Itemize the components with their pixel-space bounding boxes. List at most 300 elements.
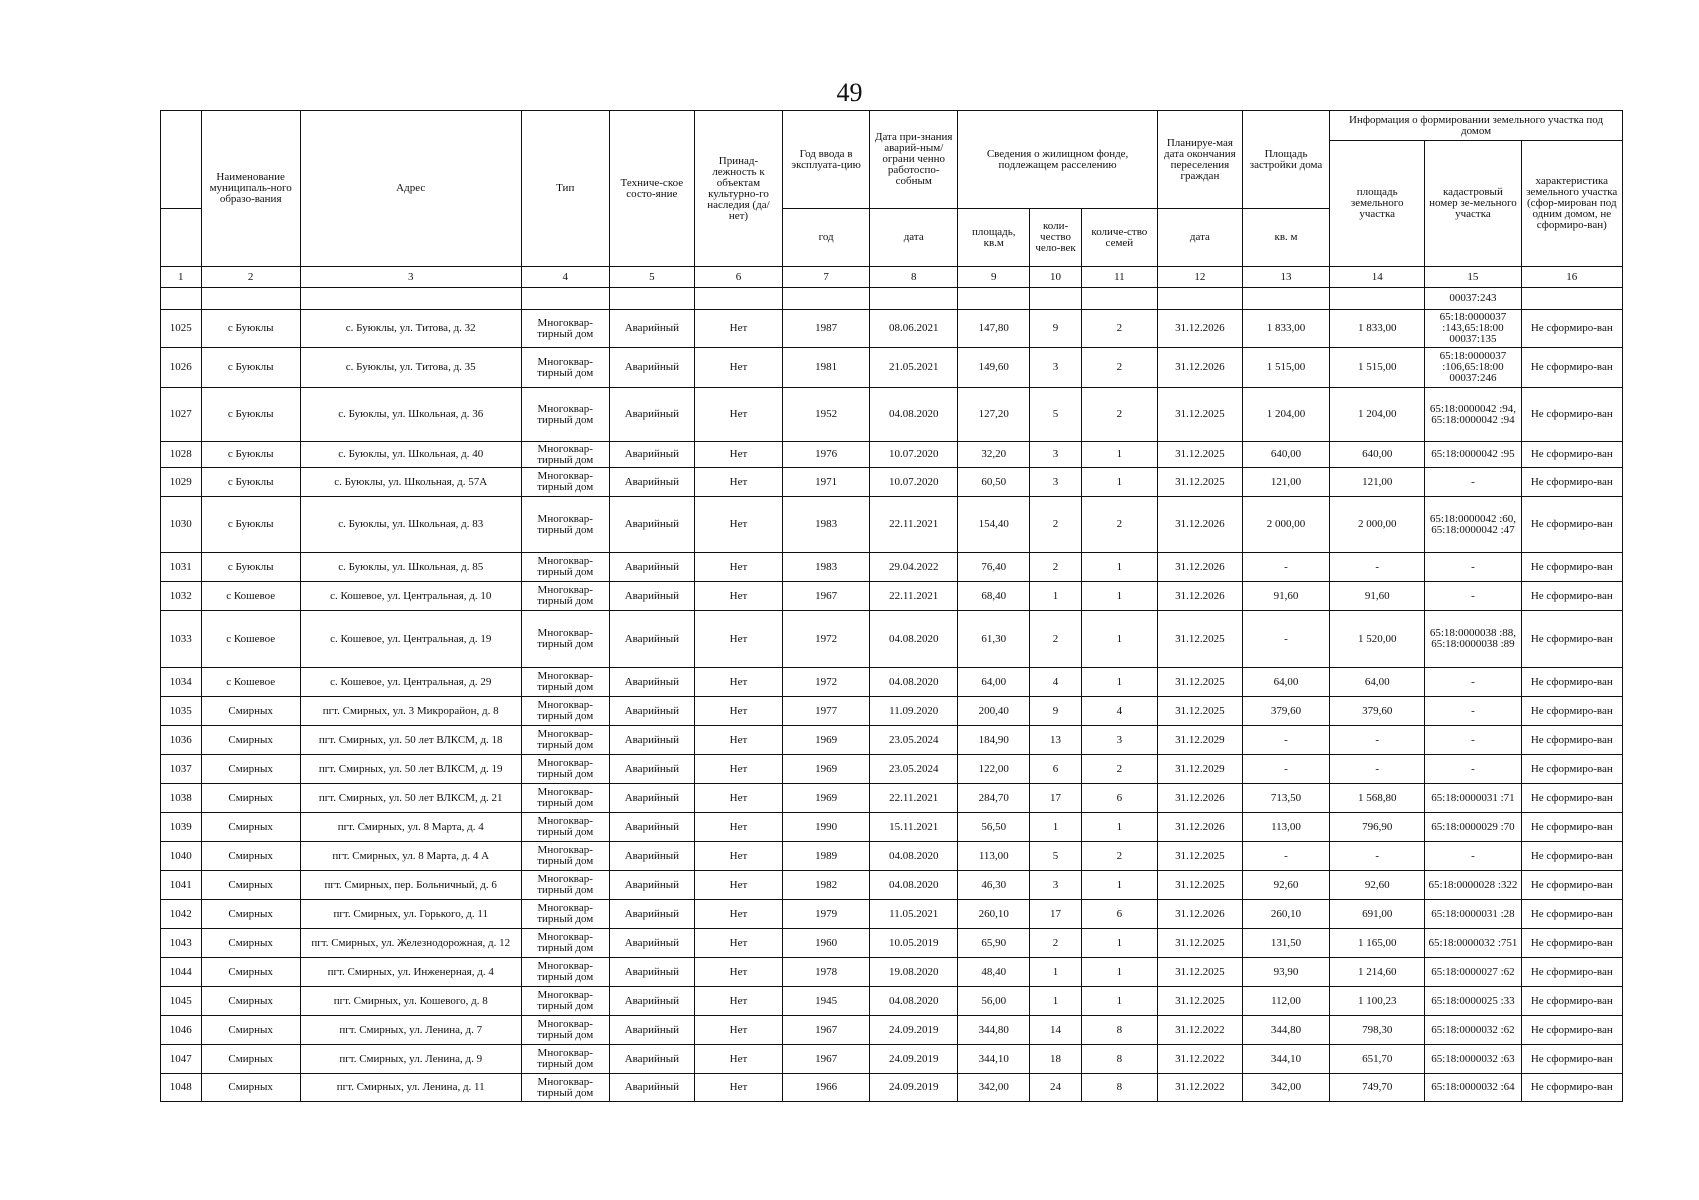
- land-area-cell: 1 568,80: [1330, 784, 1425, 813]
- condition-cell: Аварийный: [609, 1045, 694, 1074]
- recognition-date-cell: 04.08.2020: [870, 871, 958, 900]
- families-cell: 1: [1081, 813, 1157, 842]
- area-cell: 32,20: [958, 442, 1030, 468]
- year-cell: 1960: [783, 929, 870, 958]
- condition-cell: Аварийный: [609, 611, 694, 668]
- table-row: [161, 497, 1623, 553]
- row-number: 1041: [161, 871, 202, 900]
- type-cell: Многоквар-тирный дом: [521, 726, 609, 755]
- heritage-cell: Нет: [694, 310, 782, 348]
- address-cell: пгт. Смирных, пер. Больничный, д. 6: [300, 871, 521, 900]
- built-area-cell: 713,50: [1242, 784, 1329, 813]
- row-number: 1029: [161, 468, 202, 497]
- cadastral-cell: 65:18:0000037 :143,65:18:00 00037:135: [1425, 310, 1521, 348]
- land-area-cell: 1 833,00: [1330, 310, 1425, 348]
- heritage-cell: Нет: [694, 929, 782, 958]
- recognition-date-cell: 24.09.2019: [870, 1074, 958, 1102]
- land-characteristic-cell: Не сформиро-ван: [1521, 929, 1622, 958]
- cadastral-cell: 65:18:0000042 :94, 65:18:0000042 :94: [1425, 388, 1521, 442]
- type-cell: Многоквар-тирный дом: [521, 1016, 609, 1045]
- address-cell: пгт. Смирных, ул. Горького, д. 11: [300, 900, 521, 929]
- plan-date-cell: 31.12.2026: [1157, 582, 1242, 611]
- heritage-cell: Нет: [694, 553, 782, 582]
- col-head-condition: Техниче-ское состо-яние: [609, 111, 694, 267]
- cadastral-cell: 65:18:0000025 :33: [1425, 987, 1521, 1016]
- plan-date-cell: 31.12.2025: [1157, 842, 1242, 871]
- land-area-cell: -: [1330, 755, 1425, 784]
- row-number: 1045: [161, 987, 202, 1016]
- municipality-cell: с Буюклы: [201, 388, 300, 442]
- address-cell: с. Кошевое, ул. Центральная, д. 19: [300, 611, 521, 668]
- land-characteristic-cell: Не сформиро-ван: [1521, 310, 1622, 348]
- table-row: [161, 813, 1623, 842]
- address-cell: пгт. Смирных, ул. Кошевого, д. 8: [300, 987, 521, 1016]
- table-row: [161, 468, 1623, 497]
- cadastral-cell: 65:18:0000028 :322: [1425, 871, 1521, 900]
- families-cell: 1: [1081, 468, 1157, 497]
- heritage-cell: Нет: [694, 958, 782, 987]
- table-row: [161, 871, 1623, 900]
- recognition-date-cell: 04.08.2020: [870, 842, 958, 871]
- address-cell: пгт. Смирных, ул. Железнодорожная, д. 12: [300, 929, 521, 958]
- year-cell: 1978: [783, 958, 870, 987]
- recognition-date-cell: 10.07.2020: [870, 442, 958, 468]
- type-cell: Многоквар-тирный дом: [521, 784, 609, 813]
- row-number: 1025: [161, 310, 202, 348]
- land-characteristic-cell: Не сформиро-ван: [1521, 553, 1622, 582]
- land-area-cell: 121,00: [1330, 468, 1425, 497]
- plan-date-cell: 31.12.2025: [1157, 871, 1242, 900]
- column-number: 4: [521, 267, 609, 288]
- address-cell: с. Буюклы, ул. Школьная, д. 57А: [300, 468, 521, 497]
- cadastral-cell: 65:18:0000032 :63: [1425, 1045, 1521, 1074]
- land-area-cell: 91,60: [1330, 582, 1425, 611]
- area-cell: 46,30: [958, 871, 1030, 900]
- land-characteristic-cell: Не сформиро-ван: [1521, 668, 1622, 697]
- year-cell: 1972: [783, 668, 870, 697]
- people-cell: 24: [1030, 1074, 1082, 1102]
- families-cell: 1: [1081, 871, 1157, 900]
- plan-date-cell: 31.12.2025: [1157, 668, 1242, 697]
- municipality-cell: с Буюклы: [201, 497, 300, 553]
- year-cell: 1966: [783, 1074, 870, 1102]
- area-cell: 48,40: [958, 958, 1030, 987]
- people-cell: 1: [1030, 987, 1082, 1016]
- year-cell: 1983: [783, 497, 870, 553]
- recognition-date-cell: 19.08.2020: [870, 958, 958, 987]
- land-area-cell: 1 100,23: [1330, 987, 1425, 1016]
- municipality-cell: Смирных: [201, 842, 300, 871]
- municipality-cell: Смирных: [201, 900, 300, 929]
- table-row: [161, 1016, 1623, 1045]
- type-cell: Многоквар-тирный дом: [521, 871, 609, 900]
- families-cell: 2: [1081, 497, 1157, 553]
- year-cell: 1969: [783, 726, 870, 755]
- year-cell: 1982: [783, 871, 870, 900]
- row-number: 1047: [161, 1045, 202, 1074]
- plan-date-cell: 31.12.2026: [1157, 900, 1242, 929]
- people-cell: 4: [1030, 668, 1082, 697]
- condition-cell: Аварийный: [609, 553, 694, 582]
- land-characteristic-cell: Не сформиро-ван: [1521, 697, 1622, 726]
- people-cell: 1: [1030, 813, 1082, 842]
- built-area-cell: -: [1242, 611, 1329, 668]
- condition-cell: Аварийный: [609, 697, 694, 726]
- condition-cell: Аварийный: [609, 468, 694, 497]
- people-cell: 5: [1030, 842, 1082, 871]
- type-cell: Многоквар-тирный дом: [521, 310, 609, 348]
- recognition-date-cell: 10.05.2019: [870, 929, 958, 958]
- plan-date-cell: 31.12.2029: [1157, 726, 1242, 755]
- type-cell: Многоквар-тирный дом: [521, 755, 609, 784]
- area-cell: 60,50: [958, 468, 1030, 497]
- year-cell: 1967: [783, 1045, 870, 1074]
- row-number: 1038: [161, 784, 202, 813]
- heritage-cell: Нет: [694, 582, 782, 611]
- table-row: [161, 582, 1623, 611]
- unit-date: дата: [870, 209, 958, 267]
- heritage-cell: Нет: [694, 388, 782, 442]
- plan-date-cell: 31.12.2025: [1157, 929, 1242, 958]
- cadastral-cell: 65:18:0000029 :70: [1425, 813, 1521, 842]
- address-cell: пгт. Смирных, ул. 50 лет ВЛКСМ, д. 18: [300, 726, 521, 755]
- table-row: [161, 1045, 1623, 1074]
- condition-cell: Аварийный: [609, 582, 694, 611]
- col-head-recognition-date: Дата при-знания аварий-ным/ограни ченно работоспо-собным: [870, 111, 958, 209]
- built-area-cell: 379,60: [1242, 697, 1329, 726]
- people-cell: 3: [1030, 468, 1082, 497]
- col-head-land-area: площадь земельного участка: [1330, 141, 1425, 267]
- recognition-date-cell: 24.09.2019: [870, 1045, 958, 1074]
- year-cell: 1976: [783, 442, 870, 468]
- land-characteristic-cell: Не сформиро-ван: [1521, 784, 1622, 813]
- table-row: [161, 900, 1623, 929]
- land-characteristic-cell: Не сформиро-ван: [1521, 388, 1622, 442]
- municipality-cell: Смирных: [201, 958, 300, 987]
- row-number: 1026: [161, 348, 202, 388]
- column-number: 14: [1330, 267, 1425, 288]
- families-cell: 1: [1081, 929, 1157, 958]
- plan-date-cell: 31.12.2026: [1157, 310, 1242, 348]
- area-cell: 122,00: [958, 755, 1030, 784]
- built-area-cell: 1 204,00: [1242, 388, 1329, 442]
- condition-cell: Аварийный: [609, 1016, 694, 1045]
- families-cell: 8: [1081, 1074, 1157, 1102]
- cadastral-cell: 65:18:0000032 :751: [1425, 929, 1521, 958]
- families-cell: 4: [1081, 697, 1157, 726]
- cadastral-cell: 65:18:0000031 :28: [1425, 900, 1521, 929]
- year-cell: 1952: [783, 388, 870, 442]
- families-cell: 6: [1081, 784, 1157, 813]
- type-cell: Многоквар-тирный дом: [521, 611, 609, 668]
- built-area-cell: 344,10: [1242, 1045, 1329, 1074]
- condition-cell: Аварийный: [609, 958, 694, 987]
- col-head-address: Адрес: [300, 111, 521, 267]
- heritage-cell: Нет: [694, 348, 782, 388]
- people-cell: 1: [1030, 958, 1082, 987]
- address-cell: пгт. Смирных, ул. Ленина, д. 11: [300, 1074, 521, 1102]
- land-area-cell: 691,00: [1330, 900, 1425, 929]
- land-characteristic-cell: Не сформиро-ван: [1521, 1016, 1622, 1045]
- land-area-cell: 92,60: [1330, 871, 1425, 900]
- heritage-cell: Нет: [694, 468, 782, 497]
- people-cell: 6: [1030, 755, 1082, 784]
- type-cell: Многоквар-тирный дом: [521, 442, 609, 468]
- land-area-cell: 796,90: [1330, 813, 1425, 842]
- people-cell: 17: [1030, 900, 1082, 929]
- land-area-cell: 1 165,00: [1330, 929, 1425, 958]
- type-cell: Многоквар-тирный дом: [521, 900, 609, 929]
- carry-over-row: [161, 288, 1623, 310]
- condition-cell: Аварийный: [609, 442, 694, 468]
- recognition-date-cell: 22.11.2021: [870, 497, 958, 553]
- cadastral-cell: 65:18:0000032 :64: [1425, 1074, 1521, 1102]
- table-row: [161, 958, 1623, 987]
- land-characteristic-cell: Не сформиро-ван: [1521, 348, 1622, 388]
- condition-cell: Аварийный: [609, 784, 694, 813]
- built-area-cell: 260,10: [1242, 900, 1329, 929]
- area-cell: 113,00: [958, 842, 1030, 871]
- row-number: 1044: [161, 958, 202, 987]
- land-area-cell: 749,70: [1330, 1074, 1425, 1102]
- built-area-cell: 93,90: [1242, 958, 1329, 987]
- table-row: [161, 348, 1623, 388]
- address-cell: пгт. Смирных, ул. 50 лет ВЛКСМ, д. 21: [300, 784, 521, 813]
- plan-date-cell: 31.12.2022: [1157, 1045, 1242, 1074]
- recognition-date-cell: 21.05.2021: [870, 348, 958, 388]
- table-row: [161, 668, 1623, 697]
- year-cell: 1989: [783, 842, 870, 871]
- condition-cell: Аварийный: [609, 900, 694, 929]
- col-head-type: Тип: [521, 111, 609, 267]
- condition-cell: Аварийный: [609, 871, 694, 900]
- cadastral-cell: -: [1425, 582, 1521, 611]
- year-cell: 1990: [783, 813, 870, 842]
- heritage-cell: Нет: [694, 900, 782, 929]
- row-number: 1042: [161, 900, 202, 929]
- area-cell: 68,40: [958, 582, 1030, 611]
- cadastral-cell: -: [1425, 842, 1521, 871]
- year-cell: 1969: [783, 755, 870, 784]
- families-cell: 2: [1081, 388, 1157, 442]
- built-area-cell: 92,60: [1242, 871, 1329, 900]
- people-cell: 13: [1030, 726, 1082, 755]
- type-cell: Многоквар-тирный дом: [521, 497, 609, 553]
- condition-cell: Аварийный: [609, 388, 694, 442]
- area-cell: 76,40: [958, 553, 1030, 582]
- plan-date-cell: 31.12.2022: [1157, 1074, 1242, 1102]
- column-number: 1: [161, 267, 202, 288]
- area-cell: 284,70: [958, 784, 1030, 813]
- recognition-date-cell: 08.06.2021: [870, 310, 958, 348]
- built-area-cell: 344,80: [1242, 1016, 1329, 1045]
- heritage-cell: Нет: [694, 497, 782, 553]
- families-cell: 2: [1081, 842, 1157, 871]
- land-characteristic-cell: Не сформиро-ван: [1521, 582, 1622, 611]
- area-cell: 56,50: [958, 813, 1030, 842]
- type-cell: Многоквар-тирный дом: [521, 388, 609, 442]
- people-cell: 3: [1030, 871, 1082, 900]
- built-area-cell: 131,50: [1242, 929, 1329, 958]
- heritage-cell: Нет: [694, 668, 782, 697]
- plan-date-cell: 31.12.2026: [1157, 553, 1242, 582]
- plan-date-cell: 31.12.2025: [1157, 697, 1242, 726]
- recognition-date-cell: 29.04.2022: [870, 553, 958, 582]
- families-cell: 2: [1081, 755, 1157, 784]
- municipality-cell: Смирных: [201, 1045, 300, 1074]
- row-number: 1037: [161, 755, 202, 784]
- table-row: [161, 611, 1623, 668]
- cadastral-cell: 65:18:0000038 :88, 65:18:0000038 :89: [1425, 611, 1521, 668]
- recognition-date-cell: 11.09.2020: [870, 697, 958, 726]
- people-cell: 2: [1030, 553, 1082, 582]
- address-cell: с. Кошевое, ул. Центральная, д. 10: [300, 582, 521, 611]
- heritage-cell: Нет: [694, 987, 782, 1016]
- carry-over-cadastral: 00037:243: [1425, 288, 1521, 310]
- heritage-cell: Нет: [694, 813, 782, 842]
- area-cell: 64,00: [958, 668, 1030, 697]
- heritage-cell: Нет: [694, 871, 782, 900]
- land-area-cell: 1 204,00: [1330, 388, 1425, 442]
- recognition-date-cell: 23.05.2024: [870, 755, 958, 784]
- column-number: 8: [870, 267, 958, 288]
- table-row: [161, 842, 1623, 871]
- municipality-cell: Смирных: [201, 813, 300, 842]
- unit-people: коли-чество чело-век: [1030, 209, 1082, 267]
- year-cell: 1977: [783, 697, 870, 726]
- row-number: 1030: [161, 497, 202, 553]
- area-cell: 154,40: [958, 497, 1030, 553]
- families-cell: 2: [1081, 310, 1157, 348]
- area-cell: 56,00: [958, 987, 1030, 1016]
- table-row: [161, 1074, 1623, 1102]
- land-area-cell: 1 515,00: [1330, 348, 1425, 388]
- row-number: 1033: [161, 611, 202, 668]
- municipality-cell: с Буюклы: [201, 442, 300, 468]
- families-cell: 1: [1081, 668, 1157, 697]
- land-characteristic-cell: Не сформиро-ван: [1521, 900, 1622, 929]
- plan-date-cell: 31.12.2022: [1157, 1016, 1242, 1045]
- condition-cell: Аварийный: [609, 497, 694, 553]
- year-cell: 1983: [783, 553, 870, 582]
- land-characteristic-cell: Не сформиро-ван: [1521, 442, 1622, 468]
- people-cell: 2: [1030, 929, 1082, 958]
- page-number: 49: [836, 78, 863, 107]
- type-cell: Многоквар-тирный дом: [521, 468, 609, 497]
- column-number: 5: [609, 267, 694, 288]
- recognition-date-cell: 04.08.2020: [870, 987, 958, 1016]
- type-cell: Многоквар-тирный дом: [521, 553, 609, 582]
- year-cell: 1967: [783, 582, 870, 611]
- land-characteristic-cell: Не сформиро-ван: [1521, 611, 1622, 668]
- address-cell: с. Буюклы, ул. Школьная, д. 83: [300, 497, 521, 553]
- column-number: 9: [958, 267, 1030, 288]
- housing-registry-table: [160, 110, 1623, 1102]
- municipality-cell: Смирных: [201, 987, 300, 1016]
- condition-cell: Аварийный: [609, 310, 694, 348]
- column-number: 7: [783, 267, 870, 288]
- families-cell: 1: [1081, 958, 1157, 987]
- cadastral-cell: -: [1425, 553, 1521, 582]
- type-cell: Многоквар-тирный дом: [521, 697, 609, 726]
- recognition-date-cell: 22.11.2021: [870, 784, 958, 813]
- type-cell: Многоквар-тирный дом: [521, 582, 609, 611]
- table-row: [161, 388, 1623, 442]
- municipality-cell: Смирных: [201, 784, 300, 813]
- built-area-cell: -: [1242, 842, 1329, 871]
- year-cell: 1969: [783, 784, 870, 813]
- column-number-row: [161, 267, 1623, 288]
- address-cell: с. Буюклы, ул. Титова, д. 32: [300, 310, 521, 348]
- heritage-cell: Нет: [694, 442, 782, 468]
- type-cell: Многоквар-тирный дом: [521, 813, 609, 842]
- built-area-cell: 342,00: [1242, 1074, 1329, 1102]
- address-cell: пгт. Смирных, ул. 3 Микрорайон, д. 8: [300, 697, 521, 726]
- row-number: 1046: [161, 1016, 202, 1045]
- cadastral-cell: -: [1425, 668, 1521, 697]
- table-row: [161, 553, 1623, 582]
- column-number: 16: [1521, 267, 1622, 288]
- column-number: 6: [694, 267, 782, 288]
- condition-cell: Аварийный: [609, 929, 694, 958]
- heritage-cell: Нет: [694, 842, 782, 871]
- families-cell: 8: [1081, 1016, 1157, 1045]
- recognition-date-cell: 11.05.2021: [870, 900, 958, 929]
- cadastral-cell: -: [1425, 726, 1521, 755]
- built-area-cell: 64,00: [1242, 668, 1329, 697]
- land-characteristic-cell: Не сформиро-ван: [1521, 987, 1622, 1016]
- people-cell: 2: [1030, 497, 1082, 553]
- families-cell: 3: [1081, 726, 1157, 755]
- row-number: 1036: [161, 726, 202, 755]
- col-head-built-area: Площадь застройки дома: [1242, 111, 1329, 209]
- recognition-date-cell: 23.05.2024: [870, 726, 958, 755]
- type-cell: Многоквар-тирный дом: [521, 348, 609, 388]
- people-cell: 9: [1030, 697, 1082, 726]
- cadastral-cell: 65:18:0000031 :71: [1425, 784, 1521, 813]
- people-cell: 1: [1030, 582, 1082, 611]
- families-cell: 2: [1081, 348, 1157, 388]
- municipality-cell: Смирных: [201, 755, 300, 784]
- built-area-cell: 113,00: [1242, 813, 1329, 842]
- address-cell: с. Кошевое, ул. Центральная, д. 29: [300, 668, 521, 697]
- plan-date-cell: 31.12.2026: [1157, 813, 1242, 842]
- recognition-date-cell: 22.11.2021: [870, 582, 958, 611]
- area-cell: 344,80: [958, 1016, 1030, 1045]
- condition-cell: Аварийный: [609, 668, 694, 697]
- area-cell: 344,10: [958, 1045, 1030, 1074]
- unit-area: площадь, кв.м: [958, 209, 1030, 267]
- table-row: [161, 755, 1623, 784]
- municipality-cell: Смирных: [201, 726, 300, 755]
- table-row: [161, 726, 1623, 755]
- municipality-cell: с Кошевое: [201, 668, 300, 697]
- address-cell: пгт. Смирных, ул. 8 Марта, д. 4: [300, 813, 521, 842]
- col-head-cadastral: кадастровый номер зе-мельного участка: [1425, 141, 1521, 267]
- people-cell: 5: [1030, 388, 1082, 442]
- municipality-cell: Смирных: [201, 871, 300, 900]
- year-cell: 1945: [783, 987, 870, 1016]
- row-number: 1040: [161, 842, 202, 871]
- address-cell: пгт. Смирных, ул. Инженерная, д. 4: [300, 958, 521, 987]
- built-area-cell: 121,00: [1242, 468, 1329, 497]
- year-cell: 1967: [783, 1016, 870, 1045]
- land-characteristic-cell: Не сформиро-ван: [1521, 468, 1622, 497]
- row-number: 1039: [161, 813, 202, 842]
- condition-cell: Аварийный: [609, 813, 694, 842]
- heritage-cell: Нет: [694, 1045, 782, 1074]
- row-number: 1032: [161, 582, 202, 611]
